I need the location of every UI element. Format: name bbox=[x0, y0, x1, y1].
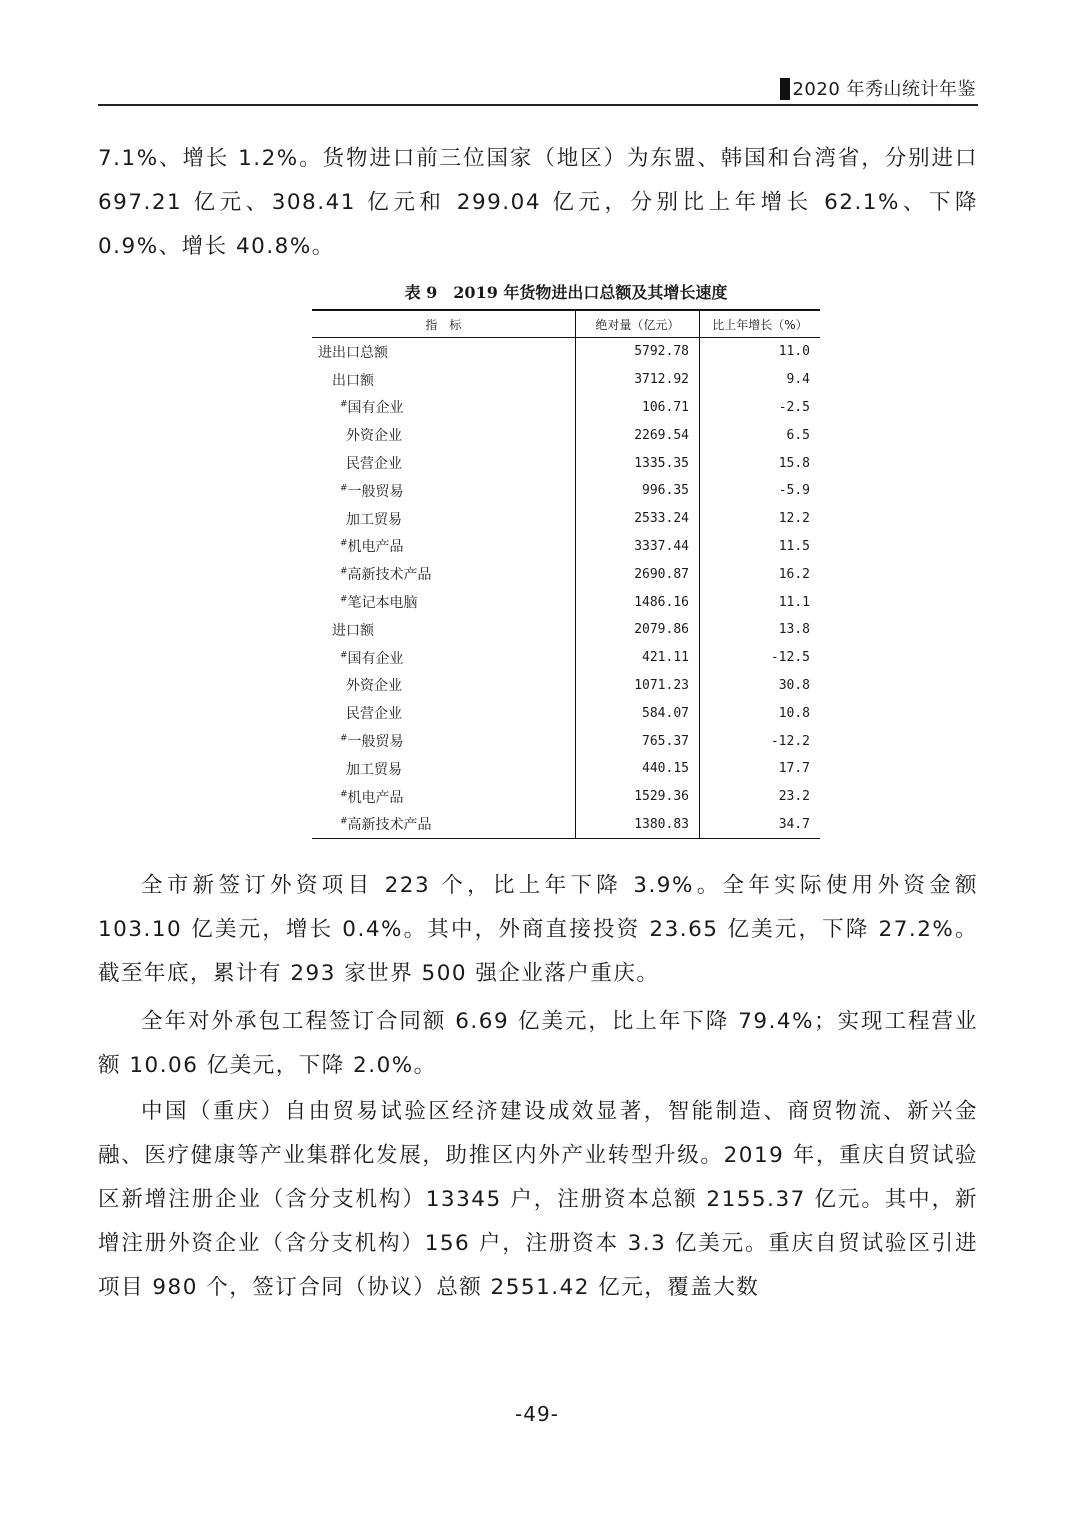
row-value: 996.35 bbox=[575, 477, 699, 505]
table-row bbox=[312, 672, 820, 700]
row-label: 加工贸易 bbox=[346, 511, 402, 528]
footnote-mark: # bbox=[340, 566, 348, 577]
header-indicator: 指 标 bbox=[312, 310, 575, 338]
page-number: -49- bbox=[515, 1402, 559, 1426]
trade-table bbox=[312, 309, 820, 839]
footnote-mark: # bbox=[340, 538, 348, 549]
footnote-mark: # bbox=[340, 788, 348, 799]
table-row bbox=[312, 449, 820, 477]
footnote-mark: # bbox=[340, 483, 348, 494]
row-label: 外资企业 bbox=[346, 678, 402, 695]
row-label: 加工贸易 bbox=[346, 761, 402, 778]
row-growth: 17.7 bbox=[778, 761, 810, 777]
paragraph-contracted-projects: 全年对外承包工程签订合同额 6.69 亿美元，比上年下降 79.4%；实现工程营业额 10.06 亿美元，下降 2.0%。 bbox=[98, 1009, 978, 1078]
row-growth: 16.2 bbox=[778, 566, 810, 582]
row-growth: -5.9 bbox=[778, 483, 810, 499]
row-growth: 15.8 bbox=[778, 455, 810, 471]
row-growth: -12.5 bbox=[770, 650, 810, 666]
footnote-mark: # bbox=[340, 594, 348, 605]
row-label: 民营企业 bbox=[346, 706, 402, 723]
paragraph-import-countries: 7.1%、增长 1.2%。货物进口前三位国家（地区）为东盟、韩国和台湾省，分别进口 697.21 亿元、308.41 亿元和 299.04 亿元，分别比上年增长 62.1%、下降 0.9%、增长 40.8%。 bbox=[98, 146, 978, 259]
footnote-mark: # bbox=[340, 733, 348, 744]
table-row bbox=[312, 755, 820, 783]
table-row bbox=[312, 533, 820, 561]
row-growth: 11.5 bbox=[778, 538, 810, 554]
row-label: #一般贸易 bbox=[340, 733, 404, 751]
row-value: 3337.44 bbox=[575, 533, 699, 561]
row-growth: 34.7 bbox=[699, 811, 820, 839]
row-label: 民营企业 bbox=[346, 456, 402, 473]
row-value: 1529.36 bbox=[575, 783, 699, 811]
table-row bbox=[312, 616, 820, 644]
table-row bbox=[312, 477, 820, 505]
header-black-bar bbox=[780, 78, 790, 100]
table-row bbox=[312, 811, 820, 839]
row-growth: -12.2 bbox=[770, 733, 810, 749]
row-growth: 12.2 bbox=[778, 511, 810, 527]
table-row bbox=[312, 394, 820, 422]
row-label: 外资企业 bbox=[346, 428, 402, 445]
header-absolute-value: 绝对量（亿元） bbox=[575, 310, 699, 338]
row-value: 2269.54 bbox=[575, 421, 699, 449]
row-growth: 6.5 bbox=[786, 427, 810, 443]
row-label: #国有企业 bbox=[340, 650, 404, 667]
row-value: 421.11 bbox=[575, 644, 699, 672]
row-label: #机电产品 bbox=[340, 788, 404, 806]
row-value: 1335.35 bbox=[575, 449, 699, 477]
row-value: 2533.24 bbox=[575, 505, 699, 533]
header-growth-rate: 比上年增长（%） bbox=[699, 310, 820, 338]
row-value: 2690.87 bbox=[575, 560, 699, 588]
row-growth: 10.8 bbox=[778, 705, 810, 721]
table-row bbox=[312, 505, 820, 533]
header-title: 2020 年秀山统计年鉴 bbox=[792, 79, 976, 100]
row-value: 440.15 bbox=[575, 755, 699, 783]
row-label: #高新技术产品 bbox=[340, 566, 432, 584]
table-title: 表 9 2019 年货物进出口总额及其增长速度 bbox=[404, 283, 728, 302]
row-growth: 13.8 bbox=[778, 622, 810, 638]
row-label: #笔记本电脑 bbox=[340, 594, 418, 612]
footnote-mark: # bbox=[340, 399, 348, 410]
row-value: 5792.78 bbox=[575, 338, 699, 366]
footnote-mark: # bbox=[340, 650, 348, 660]
page-header bbox=[98, 76, 978, 106]
footnote-mark: # bbox=[340, 816, 348, 827]
row-value: 1486.16 bbox=[575, 588, 699, 616]
table-row bbox=[312, 727, 820, 755]
table-row bbox=[312, 588, 820, 616]
row-label: 进出口总额 bbox=[318, 344, 388, 361]
row-growth: 23.2 bbox=[778, 789, 810, 805]
table-row bbox=[312, 421, 820, 449]
row-label: #机电产品 bbox=[340, 538, 404, 556]
row-growth: 30.8 bbox=[778, 677, 810, 693]
table-row bbox=[312, 366, 820, 394]
row-label: #国有企业 bbox=[340, 399, 404, 417]
table-row bbox=[312, 560, 820, 588]
table-row bbox=[312, 644, 820, 672]
table-row bbox=[312, 338, 820, 366]
row-label: 进口额 bbox=[332, 622, 374, 639]
row-label: 出口额 bbox=[332, 372, 374, 389]
row-value: 3712.92 bbox=[575, 366, 699, 394]
table-row bbox=[312, 699, 820, 727]
row-label: #高新技术产品 bbox=[312, 811, 575, 839]
paragraph-free-trade-zone: 中国（重庆）自由贸易试验区经济建设成效显著，智能制造、商贸物流、新兴金融、医疗健康等产业集群化发展，助推区内外产业转型升级。2019 年，重庆自贸试验区新增注册企业（含分支机构）13345 户，注册资本总额 2155.37 亿元。其中，新增注册外资企业（含分支机构）156 户，注册资本 3.3 亿美元。重庆自贸试验区引进项目 980 个，签订合同（协议）总额 2551.42 亿元，覆盖大数 bbox=[98, 1099, 978, 1300]
table-row bbox=[312, 783, 820, 811]
row-growth: 9.4 bbox=[786, 372, 810, 388]
row-value: 584.07 bbox=[575, 699, 699, 727]
row-label: #一般贸易 bbox=[340, 483, 404, 500]
paragraph-foreign-investment: 全市新签订外资项目 223 个，比上年下降 3.9%。全年实际使用外资金额 103.10 亿美元，增长 0.4%。其中，外商直接投资 23.65 亿美元，下降 27.2%。截至年底，累计有 293 家世界 500 强企业落户重庆。 bbox=[98, 873, 978, 986]
row-value: 1071.23 bbox=[575, 672, 699, 700]
row-growth: -2.5 bbox=[778, 399, 810, 415]
table-header-row bbox=[312, 310, 820, 338]
row-growth: 11.1 bbox=[778, 594, 810, 610]
row-value: 2079.86 bbox=[575, 616, 699, 644]
row-growth: 11.0 bbox=[778, 344, 810, 360]
row-value: 765.37 bbox=[575, 727, 699, 755]
row-value: 106.71 bbox=[575, 394, 699, 422]
row-value: 1380.83 bbox=[575, 811, 699, 839]
